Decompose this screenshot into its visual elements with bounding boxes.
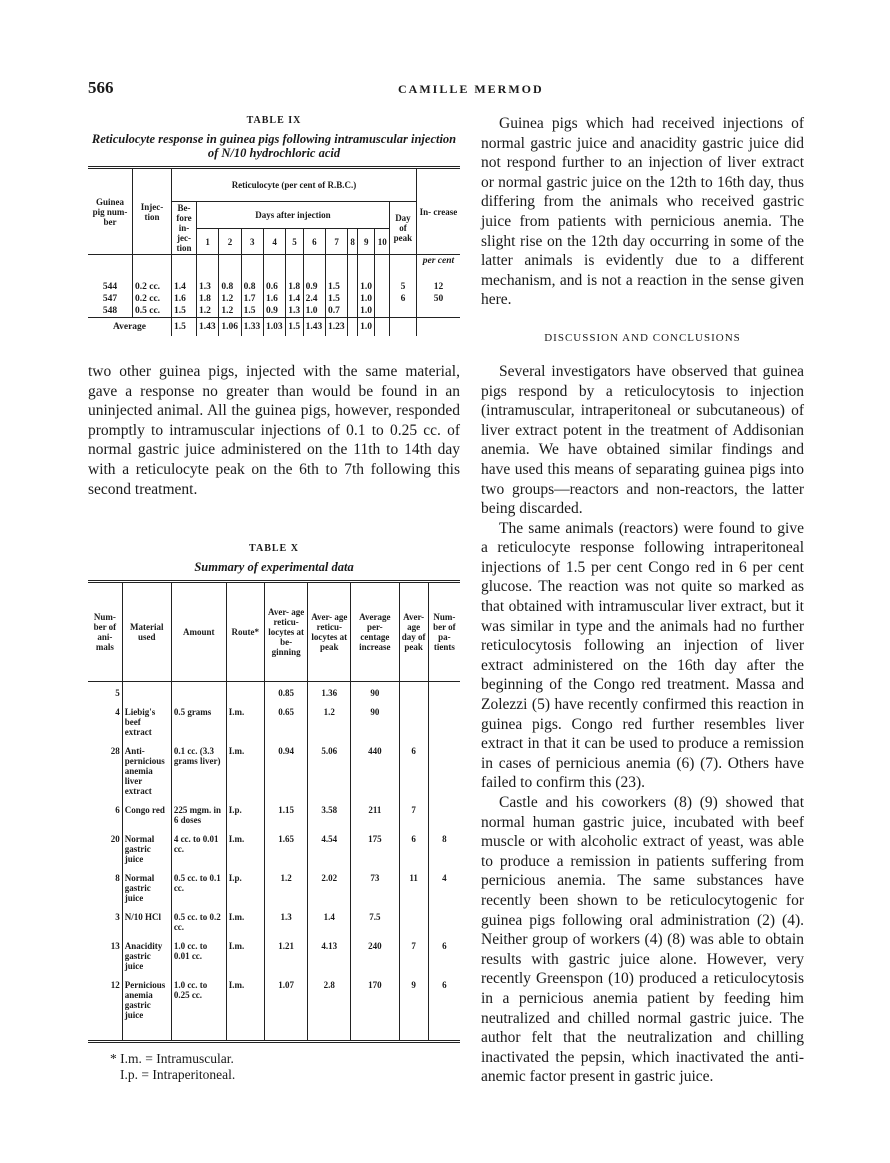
paragraph-investigators: Several investigators have observed that guinea pigs respond by a reticulocytosis to injection (intramuscular, intraperitoneal or subcutaneous) of liver extract potent in the treatment of Addisonian anemia. We have obtained similar findings and have used this means of separating guinea pigs into two groups—reactors and non-reactors, the latter being discarded. [481, 362, 804, 518]
cell-route: I.m. [226, 904, 264, 933]
cell-day-peak [399, 904, 428, 933]
cell [348, 318, 358, 337]
cell: 1.5 [241, 305, 263, 318]
cell: 0.2 cc. [133, 281, 172, 293]
cell: 50 [416, 293, 460, 305]
cell: 548 [102, 306, 118, 316]
cell: 1.0 [358, 318, 375, 337]
cell: 0.5 cc. [133, 305, 172, 318]
table-x-label: TABLE X [249, 543, 299, 555]
cell-avg-begin: 0.94 [264, 738, 308, 797]
cell-animals: 3 [115, 912, 120, 923]
cell-avg-begin: 1.3 [264, 904, 308, 933]
table-row [88, 865, 460, 904]
cell [416, 318, 460, 337]
cell: 0.8 [241, 281, 263, 293]
footnote-ip: I.p. = Intraperitoneal. [120, 1067, 236, 1083]
cell-avg-peak: 1.4 [308, 904, 351, 933]
right-column [481, 114, 804, 1087]
cell-amount: 1.0 cc. to 0.01 cc. [171, 933, 226, 972]
cell-avg-begin: 1.07 [264, 972, 308, 1040]
th-days-after: Days after injection [197, 202, 390, 229]
th-before: Be- fore in- jec- tion [172, 202, 197, 255]
cell-avg-peak: 4.13 [308, 933, 351, 972]
cell-day-peak [399, 682, 428, 700]
cell: 1.8 [197, 293, 219, 305]
cell-avg-peak: 1.2 [308, 699, 351, 738]
cell-route: I.p. [226, 865, 264, 904]
cell: 0.9 [263, 305, 285, 318]
cell-material: Normal gastric juice [122, 826, 171, 865]
cell-animals: 6 [115, 805, 120, 816]
th-col-8: Num- ber of pa- tients [428, 583, 460, 682]
cell [348, 293, 358, 305]
cell [348, 281, 358, 293]
paragraph-guinea-pigs: Guinea pigs which had received injections of normal gastric juice and anacidity gastric juice did not respond further to an injection of liver extract or normal gastric juice on the 12th to 16th day, thus differing from the animals who received gastric juice from patients with pernicious anemia. The slight rise on the 12th day occurring in some of the latter animals is evidently due to a different mechanism, and is not a reaction in the sense given here. [481, 115, 804, 309]
th-day-1: 1 [197, 229, 219, 255]
cell: 1.43 [197, 318, 219, 337]
increase-unit: per cent [416, 255, 460, 282]
cell [375, 293, 389, 305]
cell: 0.2 cc. [133, 293, 172, 305]
cell: 1.4 [286, 293, 303, 305]
cell-avg-peak: 1.36 [308, 682, 351, 700]
cell: 1.7 [241, 293, 263, 305]
cell [389, 318, 416, 337]
cell-patients: 6 [428, 972, 460, 1040]
cell: 2.4 [303, 293, 325, 305]
table-row [88, 738, 460, 797]
cell-material: N/10 HCl [122, 904, 171, 933]
table-x-caption: Summary of experimental data [194, 560, 354, 575]
table-row [88, 293, 460, 305]
cell: 1.0 [358, 293, 375, 305]
th-increase: In- crease [416, 169, 460, 255]
cell-day-peak: 7 [399, 933, 428, 972]
table-row [88, 797, 460, 826]
th-col-2: Amount [171, 583, 226, 682]
table-row [88, 972, 460, 1040]
cell-amount: 4 cc. to 0.01 cc. [171, 826, 226, 865]
cell [389, 305, 416, 318]
table-x [88, 583, 460, 1040]
paragraph-castle: Castle and his coworkers (8) (9) showed that normal human gastric juice, incubated with beef muscle or with alcoholic extract of yeast, was able to produce a remission in patients suffering from pernicious anemia. The same substances have recently been shown to be reticulocytogenic for guinea pigs following oral administration (2) (4). Neither group of workers (4) (8) was able to obtain results with gastric juice alone. However, very recently Greenspon (10) produced a reticulocytosis in a pernicious anemia patient by feeding him neutralized and chilled normal gastric juice. The author felt that the neutralization and chilling inactivated the pepsin, which inactivated the anti-anemic factor present in gastric juice. [481, 794, 804, 1086]
cell-material: Liebig's beef extract [122, 699, 171, 738]
cell-route: I.m. [226, 738, 264, 797]
cell: 1.23 [325, 318, 347, 337]
footnote-im: * I.m. = Intramuscular. [110, 1051, 234, 1067]
table-row [88, 682, 460, 700]
cell-amount: 0.5 cc. to 0.1 cc. [171, 865, 226, 904]
cell-material: Normal gastric juice [122, 865, 171, 904]
cell-material: Anti- pernicious anemia liver extract [122, 738, 171, 797]
cell-avg-begin: 0.85 [264, 682, 308, 700]
th-day-2: 2 [219, 229, 241, 255]
th-day-5: 5 [286, 229, 303, 255]
cell-avg-peak: 2.8 [308, 972, 351, 1040]
th-col-7: Aver- age day of peak [399, 583, 428, 682]
cell-amount: 1.0 cc. to 0.25 cc. [171, 972, 226, 1040]
cell: 1.6 [172, 293, 197, 305]
cell: 1.0 [358, 305, 375, 318]
th-day-10: 10 [375, 229, 389, 255]
th-day-7: 7 [325, 229, 347, 255]
cell-day-peak [399, 699, 428, 738]
cell-animals: 13 [110, 941, 120, 952]
table-x-footnotes [88, 1051, 460, 1083]
cell-patients [428, 797, 460, 826]
cell-patients: 6 [428, 933, 460, 972]
cell-avg-peak: 2.02 [308, 865, 351, 904]
cell-material: Congo red [122, 797, 171, 826]
cell-avg-begin: 1.2 [264, 865, 308, 904]
th-day-3: 3 [241, 229, 263, 255]
cell: 1.5 [286, 318, 303, 337]
cell-avg-peak: 5.06 [308, 738, 351, 797]
average-label: Average [88, 318, 172, 337]
cell-amount: 225 mgm. in 6 doses [171, 797, 226, 826]
cell-route: I.m. [226, 972, 264, 1040]
cell-patients [428, 699, 460, 738]
cell: 1.5 [172, 318, 197, 337]
cell [348, 305, 358, 318]
cell-animals: 5 [115, 688, 120, 699]
th-day-4: 4 [263, 229, 285, 255]
th-col-4: Aver- age reticu- locytes at be- ginning [264, 583, 308, 682]
cell: 1.2 [219, 293, 241, 305]
page-number: 566 [88, 78, 114, 97]
cell: 1.2 [197, 305, 219, 318]
left-paragraph: two other guinea pigs, injected with the same material, gave a response no greater than would be found in an uninjected animal. All the guinea pigs, however, responded promptly to intramuscular injections of 0.1 to 0.25 cc. of normal gastric juice administered on the 11th to 14th day with a reticulocyte peak on the 6th to 7th following this second treatment. [88, 363, 460, 498]
cell: 1.5 [325, 281, 347, 293]
cell-route: I.m. [226, 699, 264, 738]
th-day-9: 9 [358, 229, 375, 255]
cell-day-peak: 6 [399, 738, 428, 797]
cell: 1.0 [303, 305, 325, 318]
cell: 0.7 [325, 305, 347, 318]
cell-day-peak: 6 [399, 826, 428, 865]
cell-patients [428, 682, 460, 700]
cell: 5 [389, 281, 416, 293]
cell-patients: 4 [428, 865, 460, 904]
table-ix-caption: Reticulocyte response in guinea pigs following intramuscular injection of N/10 hydrochloric acid [91, 132, 457, 160]
running-head: CAMILLE MERMOD [398, 82, 544, 96]
th-col-3: Route* [226, 583, 264, 682]
table-ix-label: TABLE IX [246, 115, 302, 126]
th-col-0: Num- ber of ani- mals [88, 583, 122, 682]
table-row [88, 904, 460, 933]
cell: 1.5 [325, 293, 347, 305]
table-row [88, 699, 460, 738]
cell-day-peak: 7 [399, 797, 428, 826]
cell-pct-increase: 90 [351, 699, 399, 738]
cell-day-peak: 11 [399, 865, 428, 904]
table-row [88, 933, 460, 972]
cell-avg-peak: 4.54 [308, 826, 351, 865]
table-row [88, 305, 460, 318]
cell: 1.5 [172, 305, 197, 318]
cell-patients [428, 904, 460, 933]
cell-pct-increase: 175 [351, 826, 399, 865]
cell: 0.8 [219, 281, 241, 293]
cell-pct-increase: 211 [351, 797, 399, 826]
cell: 6 [389, 293, 416, 305]
cell: 1.0 [358, 281, 375, 293]
section-heading-discussion: DISCUSSION AND CONCLUSIONS [544, 331, 741, 344]
cell: 1.06 [219, 318, 241, 337]
cell: 1.2 [219, 305, 241, 318]
cell: 0.9 [303, 281, 325, 293]
cell-pct-increase: 7.5 [351, 904, 399, 933]
cell-pct-increase: 440 [351, 738, 399, 797]
cell: 1.3 [197, 281, 219, 293]
left-column [88, 115, 460, 1083]
cell-material: Pernicious anemia gastric juice [122, 972, 171, 1040]
cell: 1.3 [286, 305, 303, 318]
cell-avg-begin: 1.65 [264, 826, 308, 865]
cell: 1.43 [303, 318, 325, 337]
cell: 544 [102, 282, 118, 292]
cell-route: I.p. [226, 797, 264, 826]
th-day-8: 8 [348, 229, 358, 255]
cell-amount: 0.1 cc. (3.3 grams liver) [171, 738, 226, 797]
cell-animals: 20 [110, 834, 120, 845]
cell-pct-increase: 170 [351, 972, 399, 1040]
table-row [88, 826, 460, 865]
cell: 547 [102, 294, 118, 304]
cell-patients: 8 [428, 826, 460, 865]
average-row [88, 318, 460, 337]
th-col-1: Material used [122, 583, 171, 682]
table-ix [88, 169, 460, 336]
cell-avg-begin: 0.65 [264, 699, 308, 738]
th-reticulocyte-group: Reticulocyte (per cent of R.B.C.) [172, 169, 417, 202]
cell-route: I.m. [226, 933, 264, 972]
cell-patients [428, 738, 460, 797]
cell-avg-begin: 1.15 [264, 797, 308, 826]
cell-material [122, 682, 171, 700]
cell-pct-increase: 90 [351, 682, 399, 700]
cell-route: I.m. [226, 826, 264, 865]
cell-pct-increase: 240 [351, 933, 399, 972]
cell-day-peak: 9 [399, 972, 428, 1040]
cell-animals: 28 [110, 746, 120, 757]
th-injection: Injec- tion [133, 169, 172, 255]
cell: 1.4 [172, 281, 197, 293]
cell: 1.03 [263, 318, 285, 337]
cell-amount [171, 682, 226, 700]
cell [375, 281, 389, 293]
cell: 1.8 [286, 281, 303, 293]
cell-avg-begin: 1.21 [264, 933, 308, 972]
cell-animals: 12 [110, 980, 120, 991]
cell: 0.6 [263, 281, 285, 293]
th-col-6: Average per- centage increase [351, 583, 399, 682]
cell [375, 318, 389, 337]
cell [375, 305, 389, 318]
cell-route [226, 682, 264, 700]
cell [416, 305, 460, 318]
cell: 12 [416, 281, 460, 293]
cell-animals: 4 [115, 707, 120, 718]
cell: 1.33 [241, 318, 263, 337]
cell-avg-peak: 3.58 [308, 797, 351, 826]
th-day-of-peak: Day of peak [389, 202, 416, 255]
th-col-5: Aver- age reticu- locytes at peak [308, 583, 351, 682]
cell-pct-increase: 73 [351, 865, 399, 904]
paragraph-congo-red: The same animals (reactors) were found to give a reticulocyte response following intraperitoneal injections of 1.5 per cent Congo red in 6 per cent glucose. The reaction was not quite so marked as that obtained with intramuscular liver extract, but it was similar in type and the animals had no further reticulocytosis following an injection of liver extract administered on the 16th day after the beginning of the Congo red treatment. Massa and Zolezzi (5) have recently confirmed this reaction in guinea pigs. Congo red further resembles liver extract in that it can be used to produce a remission in cases of pernicious anemia (6) (7). Others have failed to confirm this (23). [481, 519, 804, 792]
cell-animals: 8 [115, 873, 120, 884]
th-day-6: 6 [303, 229, 325, 255]
cell-amount: 0.5 grams [171, 699, 226, 738]
cell: 1.6 [263, 293, 285, 305]
th-guinea-pig: Guinea pig num- ber [88, 169, 133, 255]
table-row [88, 281, 460, 293]
cell-amount: 0.5 cc. to 0.2 cc. [171, 904, 226, 933]
cell-material: Anacidity gastric juice [122, 933, 171, 972]
